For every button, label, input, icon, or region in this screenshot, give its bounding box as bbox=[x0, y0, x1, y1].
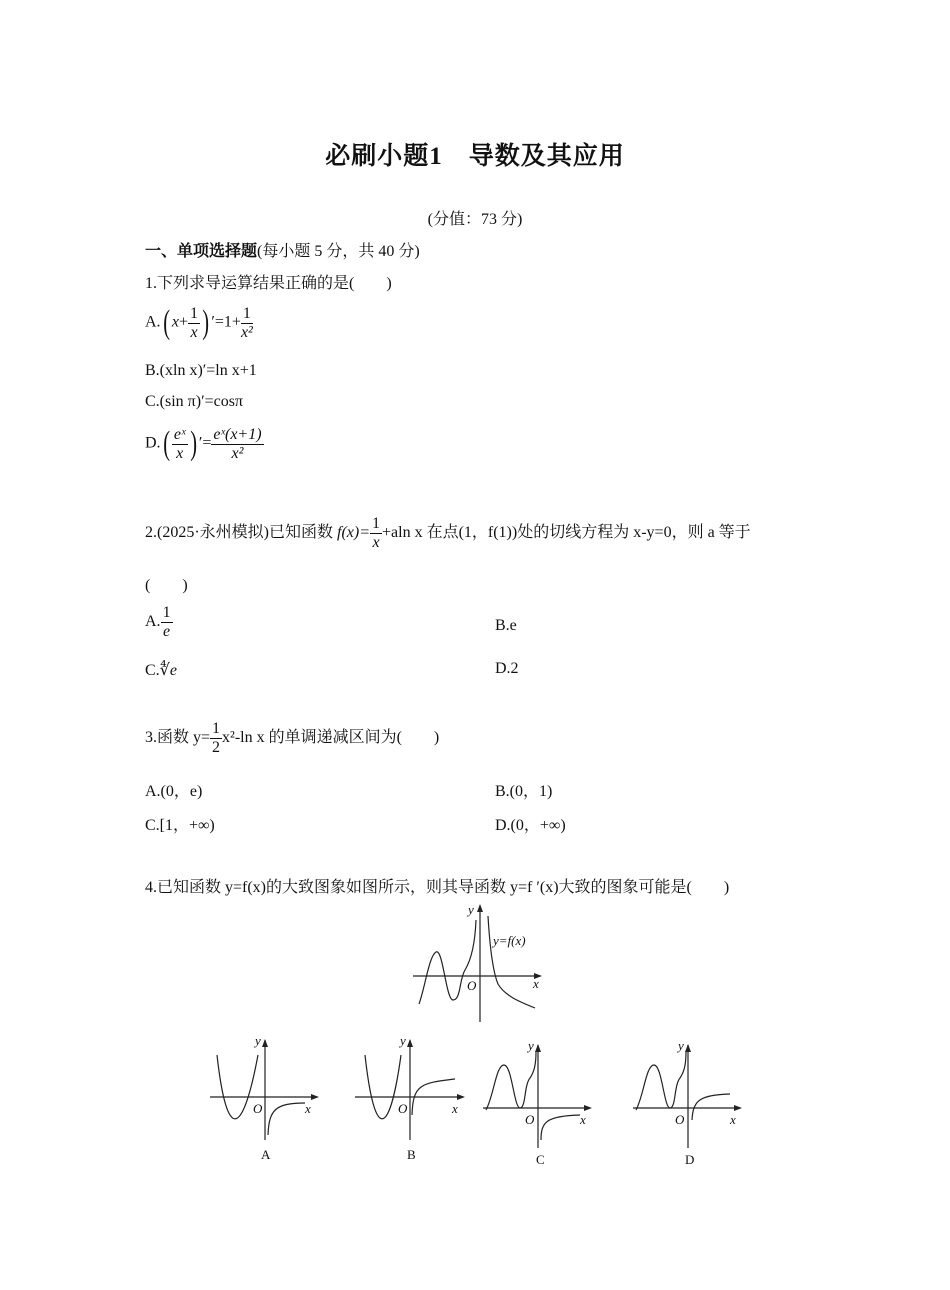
svg-text:O: O bbox=[525, 1112, 535, 1127]
q1-option-a[interactable]: A.( x+ $\frac{1}{x}$) ′=1+ $\frac{1}{\text{x²}}$ bbox=[145, 304, 253, 341]
svg-text:O: O bbox=[675, 1112, 685, 1127]
option-graph-a[interactable] bbox=[205, 1035, 325, 1165]
page-title: 必刷小题1 导数及其应用 bbox=[325, 143, 625, 170]
fraction: $\frac{1}{\text{x²}}$ bbox=[240, 304, 253, 341]
svg-text:x: x bbox=[305, 1101, 311, 1116]
score-note: (分值：73 分) bbox=[427, 211, 523, 228]
q4-stem: 4.已知函数 y=f(x)的大致图象如图所示，则其导函数 y=f ′(x)大致的图象可能是( ) bbox=[145, 879, 730, 896]
option-graph-b[interactable] bbox=[355, 1035, 475, 1165]
f-curve-right bbox=[488, 916, 535, 1008]
option-label-d: D bbox=[685, 1152, 695, 1167]
q1-option-c[interactable]: C.(sin π)′=cosπ bbox=[145, 393, 244, 410]
q1-option-b[interactable]: B.(xln x)′=ln x+1 bbox=[145, 362, 257, 379]
svg-text:O: O bbox=[253, 1101, 263, 1116]
q2-option-b[interactable]: B.e bbox=[495, 617, 517, 634]
q3-option-b[interactable]: B.(0，1) bbox=[495, 783, 553, 800]
y-label: y bbox=[468, 902, 474, 917]
svg-text:y: y bbox=[400, 1033, 406, 1048]
fraction: $\frac{\text{eˣ(x+1)}}{\text{x²}}$ bbox=[213, 425, 262, 462]
q2-option-c[interactable]: C.∜e bbox=[145, 662, 177, 679]
option-label: D. bbox=[145, 434, 161, 452]
x-label: x bbox=[533, 976, 539, 991]
function-graph bbox=[405, 900, 550, 1025]
rhs: ′=1+ bbox=[211, 313, 241, 331]
q3-option-c[interactable]: C.[1，+∞) bbox=[145, 817, 215, 834]
var: x bbox=[171, 313, 179, 331]
section-heading bbox=[145, 238, 420, 261]
svg-text:O: O bbox=[398, 1101, 408, 1116]
q3-stem: 3.函数 y= $\frac{1}{2}$ x²-ln x 的单调递减区间为( ) bbox=[145, 720, 440, 756]
fraction: $\frac{1}{x}$ bbox=[372, 515, 380, 551]
option-label-b: B bbox=[407, 1147, 416, 1162]
option-label: A. bbox=[145, 313, 161, 331]
fraction: $\frac{1}{x}$ bbox=[190, 304, 199, 341]
svg-text:x: x bbox=[580, 1112, 586, 1127]
svg-text:y: y bbox=[528, 1038, 534, 1053]
q2-option-a[interactable]: A. $\frac{1}{e}$ bbox=[145, 604, 171, 640]
section-title: 一、单项选择题 bbox=[145, 243, 258, 260]
option-graph-c[interactable] bbox=[480, 1040, 600, 1170]
svg-text:y: y bbox=[255, 1033, 261, 1048]
q2-answer-paren: ( ) bbox=[145, 577, 188, 594]
option-graph-d[interactable] bbox=[630, 1040, 750, 1170]
svg-text:x: x bbox=[730, 1112, 736, 1127]
curve-label: y=f(x) bbox=[493, 933, 526, 948]
section-note: (每小题 5 分，共 40 分) bbox=[257, 243, 420, 260]
q3-option-a[interactable]: A.(0，e) bbox=[145, 783, 203, 800]
eq: ′= bbox=[198, 434, 212, 452]
option-label-c: C bbox=[536, 1152, 545, 1167]
q1-stem: 1.下列求导运算结果正确的是( ) bbox=[145, 275, 392, 292]
svg-text:y: y bbox=[678, 1038, 684, 1053]
q1-option-d[interactable]: D.( $\frac{\text{eˣ}}{x}$ ) ′= $\frac{\text{eˣ(x+1)}}{\text{x²}}$ bbox=[145, 425, 262, 462]
q2-option-d[interactable]: D.2 bbox=[495, 660, 519, 677]
fraction: $\frac{\text{eˣ}}{x}$ bbox=[173, 425, 186, 462]
option-label-a: A bbox=[261, 1147, 271, 1162]
q3-option-d[interactable]: D.(0，+∞) bbox=[495, 817, 566, 834]
op: + bbox=[179, 313, 189, 331]
svg-text:x: x bbox=[452, 1101, 458, 1116]
origin-label: O bbox=[467, 978, 477, 993]
q2-stem: 2.(2025·永州模拟)已知函数 f(x)= $\frac{1}{x}+aln$ x 在点(1，f(1))处的切线方程为 x-y=0，则 a 等于 bbox=[145, 515, 751, 551]
